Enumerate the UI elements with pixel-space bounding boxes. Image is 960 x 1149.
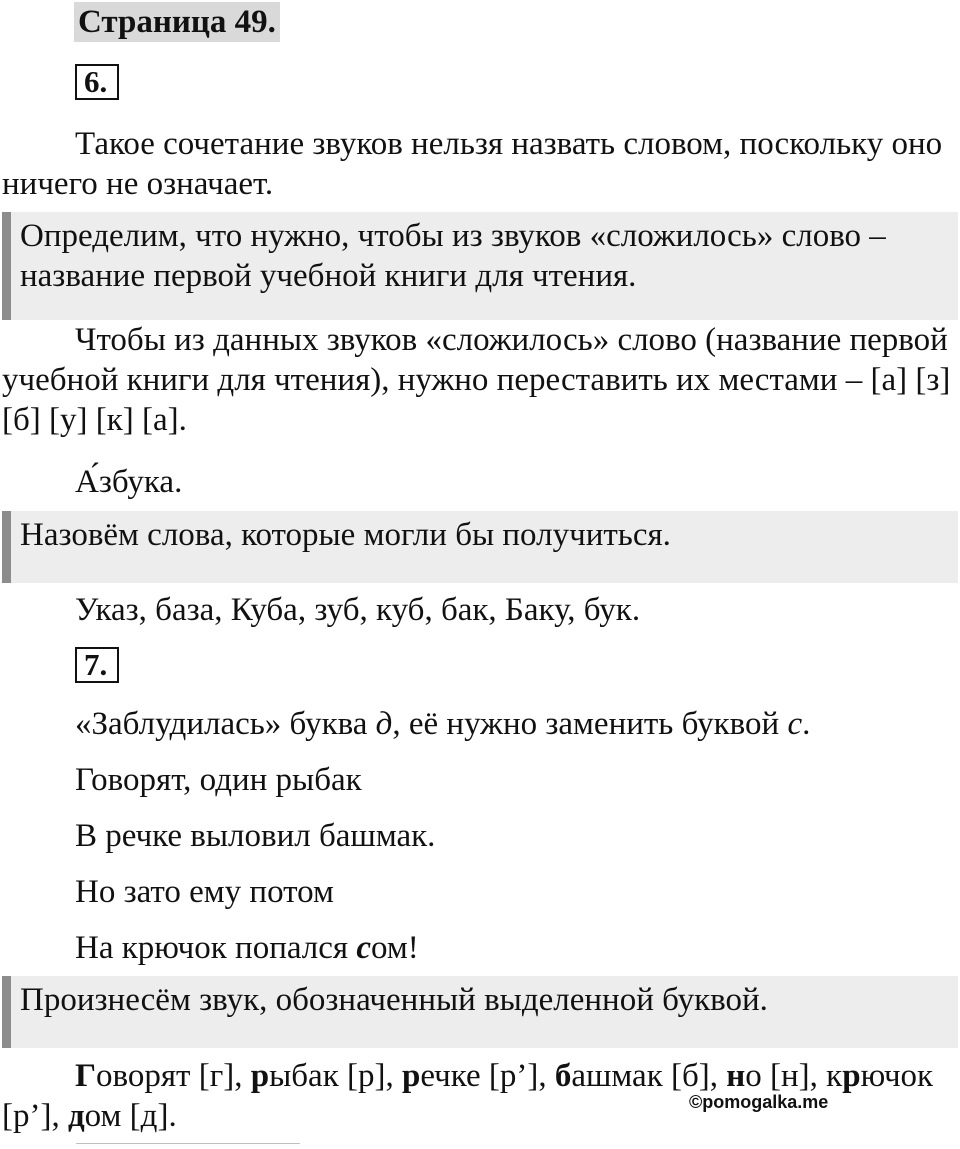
task6-words: Указ, база, Куба, зуб, куб, бак, Баку, бук. bbox=[75, 592, 641, 628]
watermark: ©pomogalka.me bbox=[689, 1092, 829, 1112]
task6-answer: А́збука. bbox=[75, 464, 183, 500]
task6-hint-2-text: Назовём слова, которые могли бы получиться. bbox=[20, 517, 671, 553]
letter-d: д bbox=[375, 706, 393, 742]
sound-item: речке [р’], bbox=[401, 1058, 555, 1094]
poem-line-2: В речке выловил башмак. bbox=[75, 818, 436, 854]
task6-paragraph-1: Такое сочетание звуков нельзя назвать словом, поскольку оно ничего не означает. bbox=[2, 126, 943, 202]
task7-intro: «Заблудилась» буква д, её нужно заменить буквой с. bbox=[75, 706, 811, 742]
poem-line-1: Говорят, один рыбак bbox=[75, 762, 362, 798]
task7-hint bbox=[2, 976, 958, 1048]
task6-hint-2 bbox=[2, 511, 958, 583]
sound-item: крючок [р’], bbox=[2, 1058, 934, 1134]
task-number-7: 7. bbox=[75, 647, 119, 683]
task7-hint-text: Произнесём звук, обозначенный выделенной буквой. bbox=[20, 982, 768, 1018]
task-number-6: 6. bbox=[75, 64, 119, 100]
task6-hint-1 bbox=[2, 212, 958, 320]
poem-line-4: На крючок попался сом! bbox=[75, 930, 419, 966]
poem-line-3: Но зато ему потом bbox=[75, 874, 334, 910]
task6-hint-1-text: Определим, что нужно, чтобы из звуков «сложилось» слово – название первой учебной книги для чтения. bbox=[20, 218, 886, 294]
sound-item: башмак [б], bbox=[554, 1058, 727, 1094]
divider bbox=[76, 1143, 300, 1144]
sound-item: Говорят [г], bbox=[75, 1058, 251, 1094]
page-title: Страница 49. bbox=[74, 2, 280, 42]
sound-item: рыбак [р], bbox=[250, 1058, 402, 1094]
sound-item: но [н], bbox=[726, 1058, 827, 1094]
task6-paragraph-2: Чтобы из данных звуков «сложилось» слово (название первой учебной книги для чтения), нужно переставить их местами – [а] [з] [б] [у] [к] [а]. bbox=[2, 322, 951, 438]
letter-s: с bbox=[787, 706, 803, 742]
sound-item: дом [д]. bbox=[67, 1098, 177, 1134]
highlighted-letter: с bbox=[356, 930, 371, 966]
